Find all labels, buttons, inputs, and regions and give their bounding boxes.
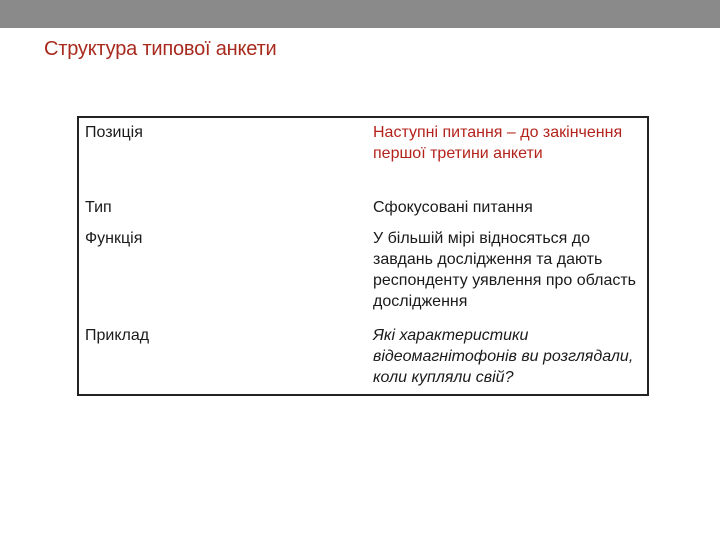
table-row-function [78,224,648,321]
row-value: Сфокусовані питання [373,198,533,216]
top-decorative-bar [0,0,720,28]
row-value: Наступні питання – до закінчення першої третини анкети [373,124,623,162]
table-row-example [78,321,648,395]
slide-title: Структура типової анкети [44,38,277,60]
row-value: Які характеристики відеомагнітофонів ви розглядали, коли купляли свій? [373,327,634,387]
row-label: Приклад [85,327,150,345]
row-label: Функція [85,230,143,248]
row-label: Тип [85,198,112,216]
questionnaire-structure-table [77,116,649,396]
table-row-type [78,195,648,224]
table-row-position [78,117,648,195]
row-label: Позиція [85,124,143,141]
row-value: У більшій мірі відносяться до завдань дослідження та дають респонденту уявлення про область дослідження [373,230,636,311]
